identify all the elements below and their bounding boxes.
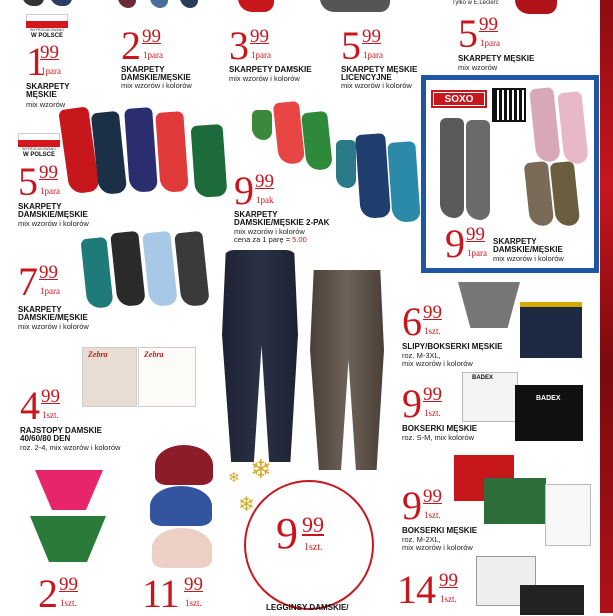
price-whole: 11 [142, 571, 179, 616]
sock-image [174, 231, 210, 308]
price-cents: 99 [41, 386, 60, 407]
boxer-image [520, 302, 582, 358]
flag-line2: W POLSCE [22, 152, 55, 158]
boxer-image [515, 385, 583, 441]
price-unit: 1para [40, 286, 60, 296]
product-title: SKARPETY DAMSKIE/MĘSKIE [18, 305, 88, 323]
product-desc: mix wzorów i kolorów [234, 227, 305, 236]
price-cents: 99 [184, 574, 203, 595]
price-unit: 1para [40, 186, 60, 196]
product-desc: roz. S-M, mix kolorów [402, 433, 475, 442]
sock-image [180, 0, 198, 8]
sock-image [238, 0, 274, 12]
price-unit: 1para [143, 50, 163, 60]
sock-image [80, 237, 113, 309]
snowflake-icon: ❄ [238, 494, 255, 516]
panties-image [35, 470, 103, 510]
sock-image [301, 111, 333, 171]
price-unit: 1para [467, 248, 487, 258]
top-note: Tylko w E.Leclerc [452, 0, 499, 6]
price-whole: 2 [121, 23, 140, 68]
brand-label: Zebra [144, 350, 164, 359]
price-unit: 1pak [256, 195, 274, 205]
product-title: SKARPETY DAMSKIE/MĘSKIE [121, 65, 191, 83]
product-desc: mix wzorów i kolorów [121, 81, 192, 90]
bra-image [155, 445, 213, 485]
price-cents: 99 [250, 26, 269, 47]
panties-image [30, 516, 106, 562]
price-p10 [402, 299, 442, 344]
price-cents: 99 [423, 384, 442, 405]
price-p7 [234, 168, 274, 213]
price-unit: 1szt. [424, 326, 441, 336]
sock-image [110, 231, 146, 308]
sock-image [118, 0, 136, 8]
product-desc: mix wzorów i kolorów [341, 81, 412, 90]
boxer-image [520, 585, 584, 615]
price-whole: 5 [341, 23, 360, 68]
brand-label: BADEX [536, 395, 561, 402]
price-unit: 1para [251, 50, 271, 60]
product-desc: roz. M-3XL, [402, 351, 441, 360]
sock-image [273, 101, 305, 165]
price-whole: 9 [402, 381, 421, 426]
price-whole: 5 [18, 159, 37, 204]
price-whole: 5 [458, 11, 477, 56]
price-cents: 99 [423, 302, 442, 323]
bra-image [152, 528, 212, 568]
flag-line1: WYPRODUKOWANO [21, 147, 57, 151]
made-in-poland-flag [18, 133, 60, 158]
product-title: SKARPETY DAMSKIE/MĘSKIE [493, 237, 563, 255]
price-whole: 9 [234, 168, 253, 213]
price-p4 [341, 23, 383, 68]
product-desc: mix wzorów i kolorów [493, 254, 564, 263]
price-p5 [458, 11, 500, 56]
price-whole: 9 [402, 483, 421, 528]
price-whole: 1 [26, 39, 45, 84]
made-in-poland-flag [26, 14, 68, 39]
price-cents: 99 [39, 262, 58, 283]
sock-image [22, 0, 44, 6]
price-cents: 99 [439, 570, 458, 591]
price-p17 [397, 567, 458, 612]
price-p8 [445, 221, 487, 266]
price-whole: 3 [229, 23, 248, 68]
product-title: BOKSERKI MĘSKIE [402, 526, 478, 535]
product-title: SKARPETY MĘSKIE LICENCYJNE [341, 65, 418, 83]
bra-image [150, 486, 212, 526]
sock-image [355, 133, 391, 219]
price-p14 [276, 509, 324, 558]
price-cents: 99 [362, 26, 381, 47]
unit-price-note: cena za 1 parę = 5.00 [234, 235, 307, 244]
qr-code-icon [492, 88, 526, 122]
sock-image [440, 118, 464, 218]
product-title: RAJSTOPY DAMSKIE 40/60/80 DEN [20, 426, 102, 444]
price-unit: 1szt. [304, 542, 323, 553]
price-cents: 99 [142, 26, 161, 47]
price-p1 [26, 39, 61, 84]
product-title: SKARPETY DAMSKIE/MĘSKIE [18, 202, 88, 220]
price-whole: 6 [402, 299, 421, 344]
price-cents: 99 [479, 14, 498, 35]
product-title: SLIPY/BOKSERKI MĘSKIE [402, 342, 503, 351]
product-title: LEGGINSY DAMSKIE/ [266, 603, 349, 612]
christmas-border [600, 0, 613, 613]
price-unit: 1szt. [424, 510, 441, 520]
product-desc: mix wzorów [458, 63, 498, 72]
price-p16 [142, 571, 203, 616]
price-cents: 99 [255, 171, 274, 192]
price-whole: 9 [445, 221, 464, 266]
product-desc: mix wzorów i kolorów [402, 543, 473, 552]
product-title: BOKSERKI MĘSKIE [402, 424, 478, 433]
product-desc: mix wzorów i kolorów [18, 219, 89, 228]
price-p15 [38, 571, 78, 616]
sock-image [252, 110, 272, 140]
sock-image [50, 0, 72, 6]
price-whole: 7 [18, 259, 37, 304]
product-title: SKARPETY MĘSKIE [26, 82, 70, 100]
leggings-image [310, 270, 384, 470]
price-unit: 1para [480, 38, 500, 48]
boxer-package-image [545, 484, 591, 546]
price-p11 [20, 383, 60, 428]
leggings-image [222, 250, 298, 462]
price-p6 [18, 159, 60, 204]
snowflake-icon: ❄ [250, 455, 272, 484]
sock-image [387, 141, 421, 223]
price-cents: 99 [59, 574, 78, 595]
price-unit: 1szt. [185, 598, 202, 608]
product-desc: roz. 2-4, mix wzorów i kolorów [20, 443, 121, 452]
price-p3 [229, 23, 271, 68]
product-desc: mix wzorów [26, 100, 66, 109]
soxo-logo: SOXO [433, 92, 485, 106]
product-title: SKARPETY MĘSKIE [458, 54, 535, 63]
price-cents: 99 [302, 512, 324, 537]
brand-label: Zebra [88, 350, 108, 359]
sock-image [320, 0, 390, 12]
product-desc: mix wzorów i kolorów [402, 359, 473, 368]
price-whole: 14 [397, 567, 435, 612]
product-desc: roz. M-2XL, [402, 535, 441, 544]
product-title: SKARPETY DAMSKIE/MĘSKIE 2-PAK [234, 210, 330, 228]
sock-image [124, 107, 158, 193]
price-whole: 4 [20, 383, 39, 428]
price-p13 [402, 483, 442, 528]
sock-image [142, 231, 178, 308]
price-p2 [121, 23, 163, 68]
price-unit: 1para [363, 50, 383, 60]
flag-line1: WYPRODUKOWANO [29, 28, 65, 32]
product-desc: mix wzorów i kolorów [18, 322, 89, 331]
sock-image [515, 0, 557, 14]
snowflake-icon: ❄ [228, 471, 240, 486]
flag-line2: W POLSCE [30, 33, 63, 39]
price-whole: 9 [276, 509, 297, 558]
price-unit: 1para [41, 66, 61, 76]
price-unit: 1szt. [42, 410, 59, 420]
sock-image [150, 0, 168, 8]
sock-image [191, 124, 228, 198]
product-title: SKARPETY DAMSKIE [229, 65, 312, 74]
price-unit: 1szt. [424, 408, 441, 418]
price-cents: 99 [423, 486, 442, 507]
briefs-image [458, 282, 520, 328]
boxer-image [484, 478, 546, 524]
price-whole: 2 [38, 571, 57, 616]
price-cents: 99 [466, 224, 485, 245]
product-desc: mix wzorów i kolorów [229, 74, 300, 83]
sock-image [466, 120, 490, 220]
price-p9 [18, 259, 60, 304]
price-unit: 1szt. [440, 594, 457, 604]
price-p12 [402, 381, 442, 426]
price-cents: 99 [39, 162, 58, 183]
brand-label: BADEX [472, 375, 494, 381]
price-unit: 1szt. [60, 598, 77, 608]
price-cents: 99 [40, 42, 59, 63]
sock-image [155, 111, 189, 193]
sock-image [336, 140, 356, 188]
